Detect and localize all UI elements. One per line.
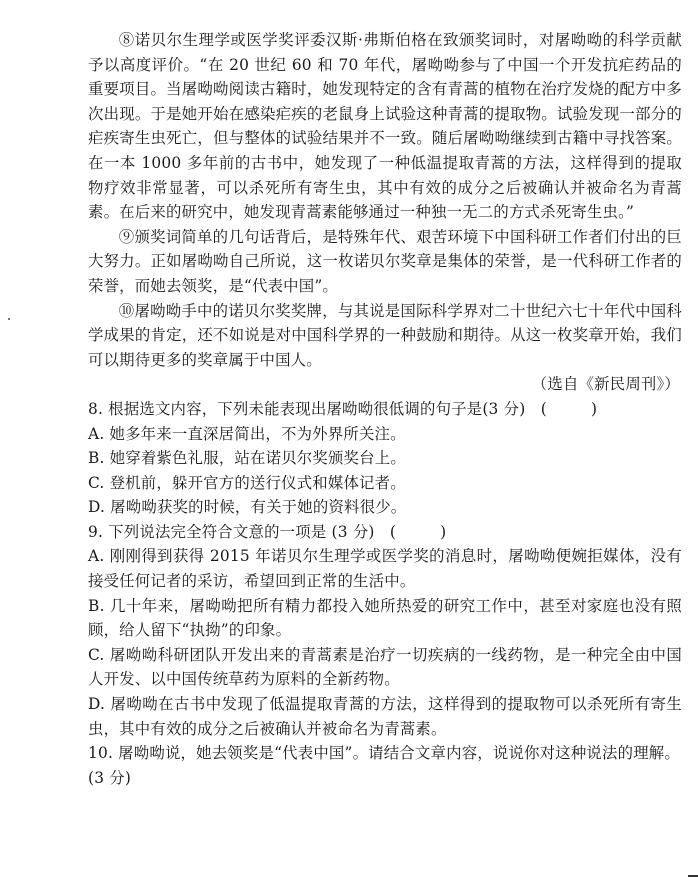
question-9-option-c: C. 屠呦呦科研团队开发出来的青蒿素是治疗一切疾病的一线药物，是一种完全由中国人开发、以中国传统草药为原料的全新药物。 [88,645,682,689]
question-8-text: 8. 根据选文内容，下列未能表现出屠呦呦很低调的句子是(3 分) [88,399,526,418]
page-corner-mark [688,869,698,877]
question-9-text: 9. 下列说法完全符合文意的一项是 (3 分) [88,522,375,541]
article-source: （选自《新民周刊》） [531,375,680,394]
question-8-option-d: D. 屠呦呦获奖的时候，有关于她的资料很少。 [88,498,407,517]
article-paragraph-9: ⑨颁奖词简单的几句话背后，是特殊年代、艰苦环境下中国科研工作者们付出的巨大努力。正如屠呦呦自己所说，这一枚诺贝尔奖章是集体的荣誉，是一代科研工作者的荣誉，而她去领奖，是“代表中国”。 [88,227,682,295]
exam-page [88,28,682,790]
question-9-option-b: B. 几十年来，屠呦呦把所有精力都投入她所热爱的研究工作中，甚至对家庭也没有照顾，给人留下“执拗”的印象。 [88,596,682,640]
question-9-answer-blank[interactable]: ( ) [389,522,447,541]
article-paragraph-8: ⑧诺贝尔生理学或医学奖评委汉斯·弗斯伯格在致颁奖词时，对屠呦呦的科学贡献予以高度评价。“在 20 世纪 60 和 70 年代，屠呦呦参与了中国一个开发抗疟药品的重要项目。当屠呦呦阅读古籍时，她发现特定的含有青蒿的植物在治疗发烧的配方中多次出现。于是她开始在感染疟疾的老鼠身上试验这种青蒿的提取物。试验发现一部分的疟疾寄生虫死亡，但与整体的试验结果并不一致。随后屠呦呦继续到古籍中寻找答案。在一本 1000 多年前的古书中，她发现了一种低温提取青蒿的方法，这样得到的提取物疗效非常显著，可以杀死所有寄生虫，其中有效的成分之后被确认并被命名为青蒿素。在后来的研究中，她发现青蒿素能够通过一种独一无二的方式杀死寄生虫。” [88,31,682,222]
question-8-option-a: A. 她多年来一直深居简出，不为外界所关注。 [88,424,406,443]
article-paragraph-10: ⑩屠呦呦手中的诺贝尔奖奖牌，与其说是国际科学界对二十世纪六七十年代中国科学成果的肯定，还不如说是对中国科学界的一种鼓励和期待。从这一枚奖章开始，我们可以期待更多的奖章属于中国人。 [88,301,682,369]
question-9 [88,520,682,741]
question-9-stem [88,520,682,545]
question-9-option-d: D. 屠呦呦在古书中发现了低温提取青蒿的方法，这样得到的提取物可以杀死所有寄生虫，其中有效的成分之后被确认并被命名为青蒿素。 [88,695,682,738]
question-8-answer-blank[interactable]: ( ) [540,399,598,418]
question-8-option-c: C. 登机前，躲开官方的送行仪式和媒体记者。 [88,473,406,492]
question-8-option-b: B. 她穿着紫色礼服，站在诺贝尔奖颁奖台上。 [88,449,406,468]
scan-speck [8,318,10,320]
question-10-stem: 10. 屠呦呦说，她去领奖是“代表中国”。请结合文章内容，说说你对这种说法的理解。(3 分) [88,744,680,787]
question-8 [88,397,682,520]
question-10 [88,741,682,790]
question-9-option-a: A. 刚刚得到获得 2015 年诺贝尔生理学或医学奖的消息时，屠呦呦便婉拒媒体，没有接受任何记者的采访，希望回到正常的生活中。 [88,547,682,591]
question-8-stem [88,397,682,422]
